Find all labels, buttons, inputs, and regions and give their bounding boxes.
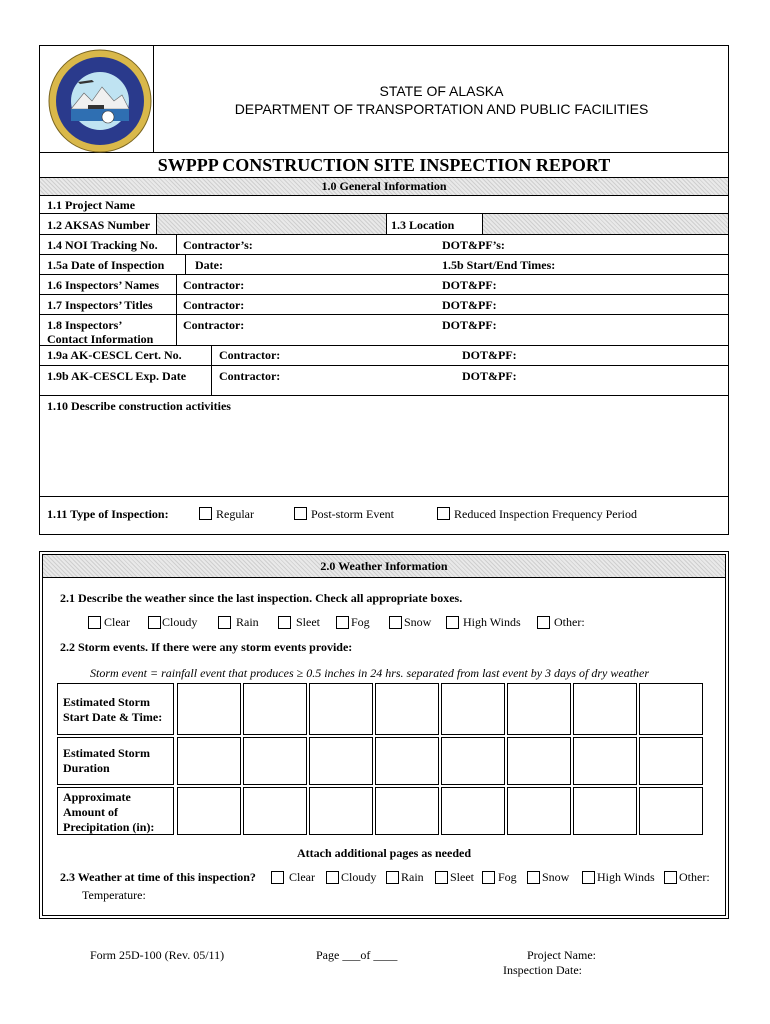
- reduced-frequency-checkbox[interactable]: [437, 507, 450, 520]
- describe-activities-label: 1.10 Describe construction activities: [47, 399, 231, 413]
- storm-entry-cell[interactable]: [177, 737, 241, 785]
- footer-inspection-date: Inspection Date:: [503, 963, 582, 977]
- now-high-winds-checkbox[interactable]: [582, 871, 595, 884]
- since-sleet-label: Sleet: [296, 615, 320, 629]
- since-rain-checkbox[interactable]: [218, 616, 231, 629]
- now-sleet-checkbox[interactable]: [435, 871, 448, 884]
- since-other-checkbox[interactable]: [537, 616, 550, 629]
- cert-no-label: 1.9a AK-CESCL Cert. No.: [47, 348, 182, 362]
- storm-entry-cell[interactable]: [441, 737, 505, 785]
- attach-pages-note: Attach additional pages as needed: [296, 846, 472, 860]
- storm-entry-cell[interactable]: [375, 787, 439, 835]
- post-storm-option-label: Post-storm Event: [311, 507, 394, 521]
- now-snow-checkbox[interactable]: [527, 871, 540, 884]
- exp-dotpf-label: DOT&PF:: [462, 369, 517, 383]
- date-label: Date:: [195, 258, 223, 272]
- since-snow-checkbox[interactable]: [389, 616, 402, 629]
- exp-date-label: 1.9b AK-CESCL Exp. Date: [47, 369, 187, 383]
- regular-option-label: Regular: [216, 507, 254, 521]
- start-end-times-label: 1.5b Start/End Times:: [442, 258, 556, 272]
- titles-dotpf-label: DOT&PF:: [442, 298, 497, 312]
- storm-entry-cell[interactable]: [177, 787, 241, 835]
- contact-dotpf-label: DOT&PF:: [442, 318, 497, 332]
- exp-contractor-label: Contractor:: [219, 369, 281, 383]
- now-sleet-label: Sleet: [450, 870, 474, 884]
- storm-row-1-label-1: Estimated Storm: [63, 695, 150, 709]
- since-cloudy-label: Cloudy: [162, 615, 198, 629]
- now-cloudy-label: Cloudy: [341, 870, 377, 884]
- since-sleet-checkbox[interactable]: [278, 616, 291, 629]
- storm-row-1-label-2: Start Date & Time:: [63, 710, 163, 724]
- aksas-number-label: 1.2 AKSAS Number: [47, 218, 151, 232]
- project-name-label: 1.1 Project Name: [47, 198, 136, 212]
- inspectors-titles-label: 1.7 Inspectors’ Titles: [47, 298, 153, 312]
- since-cloudy-checkbox[interactable]: [148, 616, 161, 629]
- storm-entry-cell[interactable]: [573, 737, 637, 785]
- storm-row-3-label-2: Amount of: [63, 805, 119, 819]
- storm-entry-cell[interactable]: [507, 683, 571, 735]
- storm-event-definition: Storm event = rainfall event that produces ≥ 0.5 inches in 24 hrs. separated from last event by 3 days of dry weather: [90, 666, 650, 680]
- storm-entry-cell[interactable]: [309, 683, 373, 735]
- alaska-dot-seal-logo: [48, 49, 152, 153]
- post-storm-checkbox[interactable]: [294, 507, 307, 520]
- storm-row-2-label-2: Duration: [63, 761, 110, 775]
- contractors-header: Contractor’s:: [183, 238, 253, 252]
- now-clear-checkbox[interactable]: [271, 871, 284, 884]
- now-other-checkbox[interactable]: [664, 871, 677, 884]
- storm-entry-cell[interactable]: [573, 683, 637, 735]
- weather-now-question: 2.3 Weather at time of this inspection?: [60, 870, 256, 884]
- since-snow-label: Snow: [404, 615, 432, 629]
- aksas-number-field[interactable]: [157, 214, 386, 234]
- names-dotpf-label: DOT&PF:: [442, 278, 497, 292]
- storm-entry-cell[interactable]: [177, 683, 241, 735]
- storm-entry-cell[interactable]: [243, 787, 307, 835]
- type-of-inspection-label: 1.11 Type of Inspection:: [47, 507, 169, 521]
- inspectors-names-label: 1.6 Inspectors’ Names: [47, 278, 160, 292]
- footer-project-name: Project Name:: [527, 948, 596, 962]
- now-cloudy-checkbox[interactable]: [326, 871, 339, 884]
- location-field[interactable]: [483, 214, 728, 234]
- storm-entry-cell[interactable]: [309, 737, 373, 785]
- storm-row-3-label-1: Approximate: [63, 790, 131, 804]
- storm-entry-cell[interactable]: [507, 737, 571, 785]
- temperature-label: Temperature:: [82, 888, 146, 902]
- contact-contractor-label: Contractor:: [183, 318, 245, 332]
- dotpfs-header: DOT&PF’s:: [442, 238, 505, 252]
- storm-entry-cell[interactable]: [573, 787, 637, 835]
- storm-entry-cell[interactable]: [507, 787, 571, 835]
- storm-entry-cell[interactable]: [441, 787, 505, 835]
- since-fog-checkbox[interactable]: [336, 616, 349, 629]
- now-rain-checkbox[interactable]: [386, 871, 399, 884]
- storm-entry-cell[interactable]: [309, 787, 373, 835]
- regular-checkbox[interactable]: [199, 507, 212, 520]
- now-snow-label: Snow: [542, 870, 570, 884]
- since-other-label: Other:: [554, 615, 585, 629]
- storm-entry-cell[interactable]: [375, 737, 439, 785]
- now-fog-label: Fog: [498, 870, 517, 884]
- storm-entry-cell[interactable]: [441, 683, 505, 735]
- page-title: SWPPP CONSTRUCTION SITE INSPECTION REPORT: [157, 155, 611, 175]
- storm-entry-cell[interactable]: [639, 787, 703, 835]
- weather-since-last-question: 2.1 Describe the weather since the last inspection. Check all appropriate boxes.: [60, 591, 463, 605]
- page-number: Page ___of ____: [316, 948, 398, 962]
- cert-dotpf-label: DOT&PF:: [462, 348, 517, 362]
- department-name: DEPARTMENT OF TRANSPORTATION AND PUBLIC FACILITIES: [234, 101, 649, 117]
- state-name: STATE OF ALASKA: [379, 83, 504, 99]
- now-rain-label: Rain: [401, 870, 424, 884]
- inspectors-contact-label-2: Contact Information: [47, 332, 154, 346]
- storm-entry-cell[interactable]: [243, 737, 307, 785]
- now-fog-checkbox[interactable]: [482, 871, 495, 884]
- storm-entry-cell[interactable]: [243, 683, 307, 735]
- storm-table: [57, 683, 712, 835]
- inspectors-contact-label-1: 1.8 Inspectors’: [47, 318, 123, 332]
- date-of-inspection-label: 1.5a Date of Inspection: [47, 258, 165, 272]
- titles-contractor-label: Contractor:: [183, 298, 245, 312]
- section-1-heading: 1.0 General Information: [321, 179, 447, 193]
- reduced-frequency-option-label: Reduced Inspection Frequency Period: [454, 507, 637, 521]
- now-other-label: Other:: [679, 870, 710, 884]
- since-clear-label: Clear: [104, 615, 130, 629]
- since-rain-label: Rain: [236, 615, 259, 629]
- storm-entry-cell[interactable]: [639, 737, 703, 785]
- storm-row-3-label-3: Precipitation (in):: [63, 820, 155, 834]
- noi-tracking-label: 1.4 NOI Tracking No.: [47, 238, 158, 252]
- storm-events-question: 2.2 Storm events. If there were any storm events provide:: [60, 640, 353, 654]
- cert-contractor-label: Contractor:: [219, 348, 281, 362]
- now-high-winds-label: High Winds: [597, 870, 655, 884]
- storm-row-2-label-1: Estimated Storm: [63, 746, 150, 760]
- storm-entry-cell[interactable]: [639, 683, 703, 735]
- form-number: Form 25D-100 (Rev. 05/11): [90, 948, 225, 962]
- since-high-winds-label: High Winds: [463, 615, 521, 629]
- names-contractor-label: Contractor:: [183, 278, 245, 292]
- now-clear-label: Clear: [289, 870, 315, 884]
- storm-entry-cell[interactable]: [375, 683, 439, 735]
- since-high-winds-checkbox[interactable]: [446, 616, 459, 629]
- since-fog-label: Fog: [351, 615, 370, 629]
- section-2-heading: 2.0 Weather Information: [320, 559, 448, 573]
- since-clear-checkbox[interactable]: [88, 616, 101, 629]
- location-label: 1.3 Location: [391, 218, 455, 232]
